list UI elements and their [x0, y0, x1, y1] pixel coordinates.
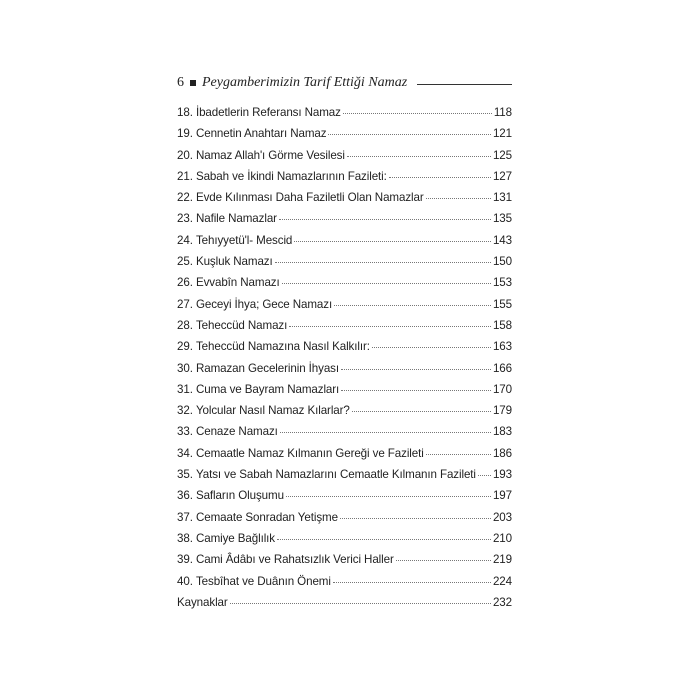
table-of-contents: [177, 106, 512, 617]
toc-entry-page: 118: [493, 106, 512, 119]
toc-entry-title: Yatsı ve Sabah Namazlarını Cemaatle Kılmanın Fazileti: [195, 468, 476, 482]
toc-entry-number: 23.: [177, 212, 196, 226]
dot-leader: [277, 539, 491, 540]
toc-entry-page: 131: [492, 191, 512, 205]
toc-entry-page: 125: [492, 148, 512, 162]
toc-entry-number: 37.: [177, 510, 196, 524]
toc-entry: [177, 170, 512, 191]
toc-entry-number: 40.: [177, 574, 196, 588]
running-header: [177, 73, 512, 93]
toc-entry-number: 35.: [177, 468, 196, 482]
toc-entry-page: 163: [492, 340, 512, 354]
toc-entry-title: Safların Oluşumu: [195, 489, 284, 503]
toc-entry-title: Namaz Allah'ı Görme Vesilesi: [195, 148, 345, 162]
toc-entry-number: 32.: [177, 404, 196, 418]
toc-entry-page: 127: [492, 169, 512, 183]
toc-entry-title: Cami Âdâbı ve Rahatsızlık Verici Haller: [195, 553, 394, 567]
toc-entry: [177, 468, 512, 489]
toc-entry: [177, 255, 512, 276]
toc-entry-number: 31.: [177, 382, 196, 396]
toc-entry: [177, 362, 512, 383]
dot-leader: [294, 241, 491, 242]
toc-entry: [177, 149, 512, 170]
dot-leader: [478, 475, 491, 476]
book-title: Peygamberimizin Tarif Ettiği Namaz: [202, 75, 408, 90]
dot-leader: [341, 369, 491, 370]
toc-entry-number: 25.: [177, 255, 196, 269]
toc-entry-page: 193: [492, 468, 512, 482]
toc-entry-page: 155: [492, 297, 512, 311]
dot-leader: [372, 347, 491, 348]
toc-entry-page: 232: [492, 595, 512, 609]
toc-entry: [177, 553, 512, 574]
toc-entry: [177, 234, 512, 255]
header-rule: [417, 84, 512, 85]
dot-leader: [280, 432, 491, 433]
toc-entry-title: Nafile Namazlar: [195, 212, 277, 226]
toc-entry-number: 22.: [177, 191, 196, 205]
toc-entry-title: Teheccüd Namazı: [195, 318, 288, 332]
dot-leader: [389, 177, 491, 178]
toc-entry-number: 21.: [177, 169, 196, 183]
toc-entry-page: 166: [492, 361, 512, 375]
toc-entry-number: 24.: [177, 233, 196, 247]
toc-entry: [177, 404, 512, 425]
toc-entry-title: Evvabîn Namazı: [195, 276, 280, 290]
dot-leader: [426, 198, 491, 199]
dot-leader: [230, 603, 491, 604]
dot-leader: [341, 390, 491, 391]
toc-entry: [177, 383, 512, 404]
square-bullet-icon: [190, 80, 196, 86]
toc-entry-title: Sabah ve İkindi Namazlarının Fazileti:: [195, 169, 387, 183]
toc-entry-number: 27.: [177, 297, 196, 311]
toc-entry-page: 153: [492, 276, 512, 290]
toc-entry: [177, 298, 512, 319]
dot-leader: [333, 582, 491, 583]
toc-entry: [177, 489, 512, 510]
toc-entry-title: Cennetin Anahtarı Namaz: [195, 127, 327, 141]
dot-leader: [286, 496, 491, 497]
toc-entry-page: 179: [492, 404, 512, 418]
toc-entry-number: 20.: [177, 148, 196, 162]
toc-entry-number: 38.: [177, 531, 196, 545]
toc-entry-title: Cemaatle Namaz Kılmanın Gereği ve Fazileti: [195, 446, 424, 460]
dot-leader: [343, 113, 492, 114]
dot-leader: [328, 134, 491, 135]
dot-leader: [282, 283, 491, 284]
toc-entry-page: 170: [492, 382, 512, 396]
toc-entry: [177, 191, 512, 212]
page-number: 6: [177, 75, 184, 90]
toc-entry-page: 150: [492, 255, 512, 269]
toc-entry-title: Kaynaklar: [177, 595, 228, 609]
toc-entry: [177, 596, 512, 617]
toc-entry-page: 183: [492, 425, 512, 439]
toc-entry-page: 121: [492, 127, 512, 141]
toc-entry-title: Kuşluk Namazı: [195, 255, 273, 269]
toc-entry-title: İbadetlerin Referansı Namaz: [195, 106, 341, 119]
toc-entry-number: 18.: [177, 106, 196, 119]
dot-leader: [289, 326, 491, 327]
toc-entry-number: 30.: [177, 361, 196, 375]
toc-entry: [177, 511, 512, 532]
dot-leader: [352, 411, 491, 412]
toc-entry: [177, 212, 512, 233]
toc-entry-number: 28.: [177, 318, 196, 332]
toc-entry-number: 29.: [177, 340, 196, 354]
toc-entry: [177, 127, 512, 148]
toc-entry-number: 33.: [177, 425, 196, 439]
toc-entry: [177, 425, 512, 446]
toc-entry-title: Cuma ve Bayram Namazları: [195, 382, 340, 396]
toc-entry-number: 34.: [177, 446, 196, 460]
toc-entry-title: Teheccüd Namazına Nasıl Kalkılır:: [195, 340, 370, 354]
dot-leader: [426, 454, 491, 455]
toc-entry-title: Geceyi İhya; Gece Namazı: [195, 297, 333, 311]
dot-leader: [340, 518, 491, 519]
toc-entry-page: 203: [492, 510, 512, 524]
toc-entry-page: 224: [492, 574, 512, 588]
toc-entry: [177, 340, 512, 361]
toc-entry-title: Camiye Bağlılık: [195, 531, 275, 545]
toc-entry-page: 197: [492, 489, 512, 503]
toc-entry: [177, 447, 512, 468]
dot-leader: [279, 219, 491, 220]
toc-entry-title: Tesbîhat ve Duânın Önemi: [195, 574, 331, 588]
dot-leader: [347, 156, 491, 157]
toc-entry-page: 143: [492, 233, 512, 247]
toc-entry-title: Cenaze Namazı: [195, 425, 278, 439]
toc-entry: [177, 106, 512, 127]
toc-entry-title: Ramazan Gecelerinin İhyası: [195, 361, 339, 375]
dot-leader: [334, 305, 491, 306]
toc-entry-page: 210: [492, 531, 512, 545]
toc-entry-number: 26.: [177, 276, 196, 290]
toc-entry-page: 219: [492, 553, 512, 567]
toc-entry-page: 158: [492, 318, 512, 332]
toc-entry-page: 135: [492, 212, 512, 226]
toc-entry-number: 19.: [177, 127, 196, 141]
toc-entry: [177, 276, 512, 297]
toc-entry-title: Evde Kılınması Daha Faziletli Olan Namazlar: [195, 191, 424, 205]
toc-entry-title: Tehıyyetü'l- Mescid: [195, 233, 293, 247]
toc-entry: [177, 575, 512, 596]
toc-entry-page: 186: [492, 446, 512, 460]
toc-entry: [177, 532, 512, 553]
toc-entry: [177, 319, 512, 340]
toc-entry-title: Yolcular Nasıl Namaz Kılarlar?: [195, 404, 350, 418]
dot-leader: [396, 560, 491, 561]
toc-entry-number: 36.: [177, 489, 196, 503]
toc-entry-title: Cemaate Sonradan Yetişme: [195, 510, 338, 524]
dot-leader: [275, 262, 491, 263]
toc-entry-number: 39.: [177, 553, 196, 567]
